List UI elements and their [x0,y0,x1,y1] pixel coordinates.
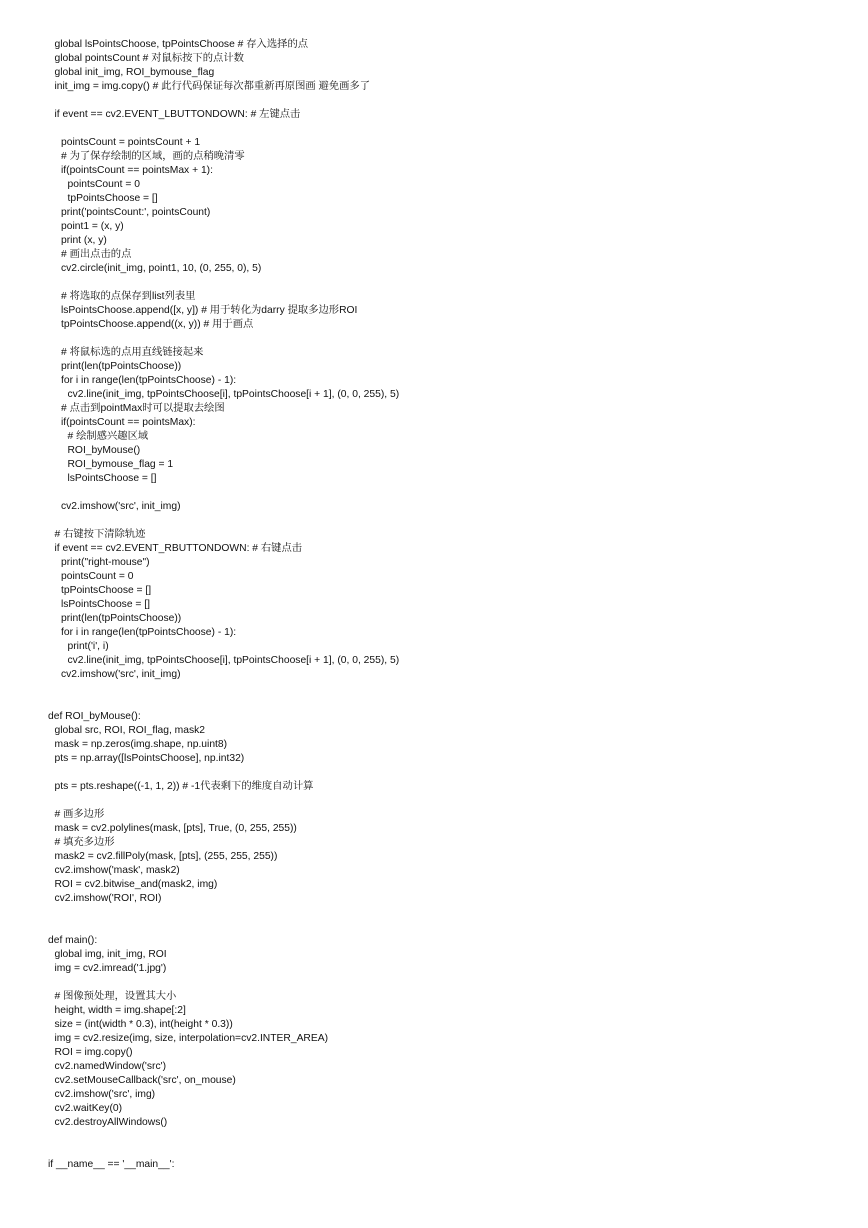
code-document [0,38,868,1172]
code-line: # 为了保存绘制的区域，画的点稍晚清零 [61,151,245,162]
code-line: img = cv2.imread('1.jpg') [54,963,167,974]
code-line: global init_img, ROI_bymouse_flag [54,67,215,78]
code-line: if(pointsCount == pointsMax + 1): [61,165,213,176]
code-line [0,920,868,934]
code-line: # 点击到pointMax时可以提取去绘图 [61,403,225,414]
code-line: for i in range(len(tpPointsChoose) - 1): [61,627,237,638]
code-line: # 画出点击的点 [61,249,132,260]
code-line [0,766,868,780]
code-line: cv2.destroyAllWindows() [54,1117,168,1128]
code-line [0,94,868,108]
code-line: print('pointsCount:', pointsCount) [61,207,211,218]
code-line: # 图像预处理，设置其大小 [54,991,177,1002]
code-line: tpPointsChoose = [] [67,193,158,204]
code-line: ROI = img.copy() [54,1047,133,1058]
code-line: ROI = cv2.bitwise_and(mask2, img) [54,879,218,890]
code-line: print(len(tpPointsChoose)) [61,361,182,372]
code-line: print("right-mouse") [61,557,150,568]
code-line: cv2.imshow('src', init_img) [61,501,181,512]
code-line: if __name__ == '__main__': [48,1159,175,1170]
code-line: cv2.namedWindow('src') [54,1061,167,1072]
code-line [0,514,868,528]
code-line: cv2.line(init_img, tpPointsChoose[i], tpPointsChoose[i + 1], (0, 0, 255), 5) [67,655,400,666]
code-line: pointsCount = 0 [67,179,140,190]
code-line [0,906,868,920]
code-line [0,976,868,990]
code-line: init_img = img.copy() # 此行代码保证每次都重新再原图画 避免画多了 [54,81,371,92]
code-line: # 画多边形 [54,809,105,820]
code-line: cv2.imshow('ROI', ROI) [54,893,162,904]
code-line: global img, init_img, ROI [54,949,167,960]
code-line: print (x, y) [61,235,107,246]
code-line: print('i', i) [67,641,109,652]
code-line: cv2.setMouseCallback('src', on_mouse) [54,1075,236,1086]
code-line: global pointsCount # 对鼠标按下的点计数 [54,53,244,64]
code-line: cv2.waitKey(0) [54,1103,123,1114]
code-line [0,486,868,500]
code-line: if event == cv2.EVENT_RBUTTONDOWN: # 右键点击 [54,543,303,554]
code-line: def main(): [48,935,98,946]
code-line [0,794,868,808]
code-line: point1 = (x, y) [61,221,124,232]
code-line: # 将选取的点保存到list列表里 [61,291,196,302]
code-line [0,276,868,290]
code-line: tpPointsChoose.append((x, y)) # 用于画点 [61,319,254,330]
code-line: mask2 = cv2.fillPoly(mask, [pts], (255, 255, 255)) [54,851,278,862]
code-line [0,332,868,346]
code-line: ROI_bymouse_flag = 1 [67,459,174,470]
code-line: mask = np.zeros(img.shape, np.uint8) [54,739,228,750]
code-line: lsPointsChoose.append([x, y]) # 用于转化为darry 提取多边形ROI [61,305,358,316]
code-line: cv2.line(init_img, tpPointsChoose[i], tpPointsChoose[i + 1], (0, 0, 255), 5) [67,389,400,400]
code-line: img = cv2.resize(img, size, interpolation=cv2.INTER_AREA) [54,1033,329,1044]
code-line [0,682,868,696]
code-line: pointsCount = 0 [61,571,134,582]
code-line [0,696,868,710]
code-line [0,1130,868,1144]
code-line: lsPointsChoose = [] [61,599,151,610]
code-line: mask = cv2.polylines(mask, [pts], True, (0, 255, 255)) [54,823,297,834]
code-line: # 填充多边形 [54,837,115,848]
code-line: # 绘制感兴趣区域 [67,431,149,442]
code-line: if event == cv2.EVENT_LBUTTONDOWN: # 左键点击 [54,109,301,120]
code-line [0,1144,868,1158]
code-line: # 将鼠标选的点用直线链接起来 [61,347,204,358]
code-line: pts = np.array([lsPointsChoose], np.int32) [54,753,245,764]
code-line: tpPointsChoose = [] [61,585,152,596]
code-line [0,122,868,136]
code-line: cv2.circle(init_img, point1, 10, (0, 255, 0), 5) [61,263,262,274]
code-line: cv2.imshow('src', img) [54,1089,156,1100]
code-line: pointsCount = pointsCount + 1 [61,137,201,148]
code-line: size = (int(width * 0.3), int(height * 0.3)) [54,1019,233,1030]
code-line: height, width = img.shape[:2] [54,1005,186,1016]
code-line: ROI_byMouse() [67,445,141,456]
code-line: if(pointsCount == pointsMax): [61,417,196,428]
code-line: lsPointsChoose = [] [67,473,157,484]
code-line: print(len(tpPointsChoose)) [61,613,182,624]
code-line: for i in range(len(tpPointsChoose) - 1): [61,375,237,386]
code-line: cv2.imshow('src', init_img) [61,669,181,680]
code-line: global lsPointsChoose, tpPointsChoose # 存入选择的点 [54,39,309,50]
code-line: # 右键按下清除轨迹 [54,529,146,540]
code-line: global src, ROI, ROI_flag, mask2 [54,725,206,736]
code-line: pts = pts.reshape((-1, 1, 2)) # -1代表剩下的维度自动计算 [54,781,314,792]
code-line: def ROI_byMouse(): [48,711,141,722]
code-line: cv2.imshow('mask', mask2) [54,865,180,876]
